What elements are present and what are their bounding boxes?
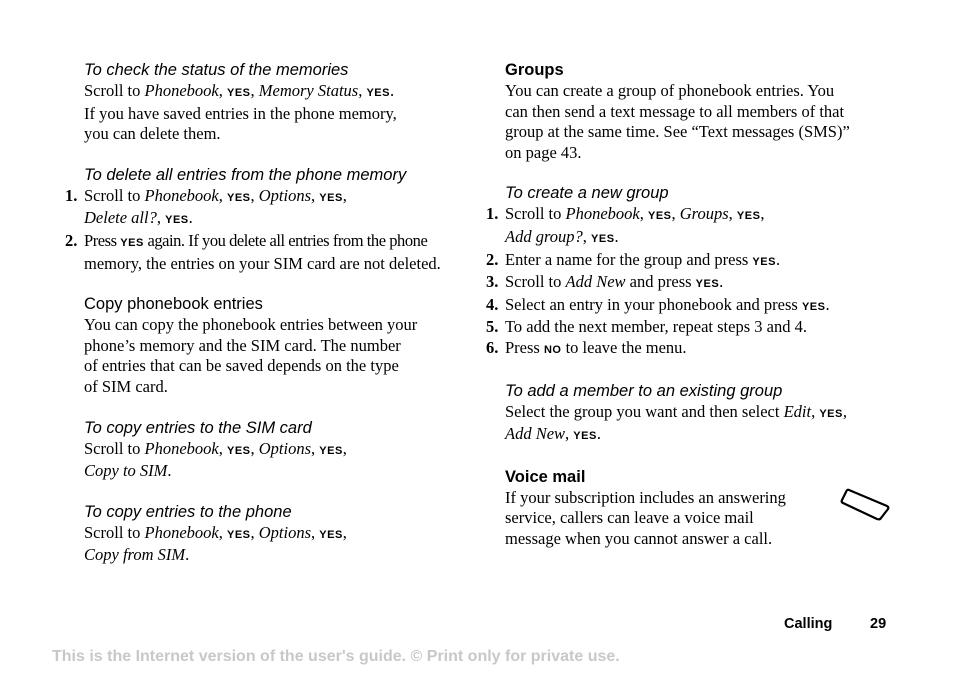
delete-step-1: 1. Scroll to Phonebook, YES, Options, YES, Delete all?, YES. [65, 185, 347, 228]
section-label: Calling [784, 616, 833, 632]
create-step-6: 6. Press NO to leave the menu. [486, 337, 687, 357]
voice-mail-line-1: If your subscription includes an answering [505, 487, 786, 507]
sim-card-icon [840, 487, 890, 521]
add-member-line-1: Select the group you want and then select Edit, YES, [505, 401, 847, 421]
add-member-line-2: Add New, YES. [505, 424, 601, 444]
copy-entries-line-2: phone’s memory and the SIM card. The number [84, 335, 401, 355]
groups-heading: Groups [505, 61, 564, 79]
copy-entries-line-1: You can copy the phonebook entries between your [84, 315, 418, 335]
copy-to-phone-line-2: Copy from SIM. [84, 545, 190, 565]
voice-mail-line-2: service, callers can leave a voice mail [505, 508, 754, 528]
copy-to-phone-line-1: Scroll to Phonebook, YES, Options, YES, [84, 522, 347, 542]
groups-line-2: can then send a text message to all members of that [505, 101, 845, 121]
right-column [486, 60, 895, 550]
groups-line-4: on page 43. [505, 142, 582, 162]
delete-steps [65, 185, 474, 274]
voice-mail-heading: Voice mail [505, 467, 586, 486]
create-step-2: 2. Enter a name for the group and press YES. [486, 249, 781, 269]
internet-version-note: This is the Internet version of the user's guide. © Print only for private use. [52, 648, 620, 665]
check-memory-line-1: Scroll to Phonebook, YES, Memory Status, YES. [84, 81, 395, 100]
copy-entries-line-4: of SIM card. [84, 376, 168, 396]
create-step-1: 1. Scroll to Phonebook, YES, Groups, YES, Add group?, YES. [486, 204, 765, 246]
voice-mail-section [505, 467, 895, 550]
create-step-3: 3. Scroll to Add New and press YES. [486, 272, 724, 292]
add-member-heading: To add a member to an existing group [505, 381, 783, 400]
check-memory-line-2: If you have saved entries in the phone memory, [84, 103, 397, 123]
delete-step-2: 2. Press YES again. If you delete all entries from the phone memory, the entries on your SIM card are not deleted. [65, 230, 441, 273]
delete-entries-heading: To delete all entries from the phone memory [84, 165, 407, 184]
check-memory-line-3: you can delete them. [84, 124, 221, 144]
page-number: 29 [870, 616, 887, 632]
check-memory-heading: To check the status of the memories [84, 61, 349, 79]
copy-to-phone-heading: To copy entries to the phone [84, 502, 292, 521]
create-step-5: 5. To add the next member, repeat steps 3 and 4. [486, 317, 807, 337]
left-column [65, 60, 474, 566]
groups-line-3: group at the same time. See “Text messages (SMS)” [505, 122, 850, 142]
groups-line-1: You can create a group of phonebook entries. You [505, 81, 835, 100]
copy-entries-line-3: of entries that can be saved depends on the type [84, 356, 399, 376]
copy-to-sim-line-2: Copy to SIM. [84, 461, 172, 481]
create-step-4: 4. Select an entry in your phonebook and press YES. [486, 294, 830, 314]
create-group-steps [486, 204, 895, 360]
voice-mail-line-3: message when you cannot answer a call. [505, 528, 773, 548]
copy-entries-heading: Copy phonebook entries [84, 295, 263, 314]
copy-to-sim-line-1: Scroll to Phonebook, YES, Options, YES, [84, 438, 347, 458]
create-group-heading: To create a new group [505, 184, 669, 203]
copy-to-sim-heading: To copy entries to the SIM card [84, 418, 312, 437]
